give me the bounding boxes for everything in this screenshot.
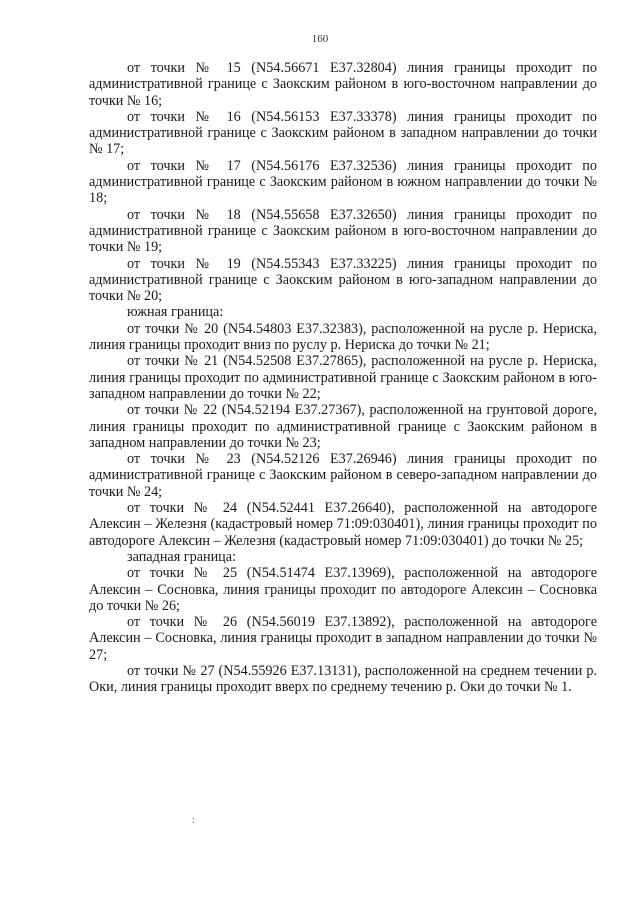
paragraph-point-16: от точки № 16 (N54.56153 E37.33378) линия границы проходит по административной границе с Заокским районом в западном направлении до точки № 17; [89, 108, 597, 158]
paragraph-point-18: от точки № 18 (N54.55658 E37.32650) линия границы проходит по административной границе с Заокским районом в юго-восточном направлении до точки № 19; [89, 206, 597, 256]
section-heading-west: западная граница: [127, 548, 237, 565]
paragraph-point-24: от точки № 24 (N54.52441 E37.26640), расположенной на автодороге Алексин – Железня (кадастровый номер 71:09:030401), линия границы проходит по автодороге Алексин – Железня (кадастровый номер 71:09:030401) до точки № 25; [89, 500, 597, 549]
paragraph-point-26: от точки № 26 (N54.56019 E37.13892), расположенной на автодороге Алексин – Сосновка, линия границы проходит в западном направлении до точки № 27; [89, 614, 597, 663]
paragraph-point-19: от точки № 19 (N54.55343 E37.33225) линия границы проходит по административной границе с Заокским районом в юго-западном направлении до точки № 20; [89, 255, 597, 305]
paragraph-point-17: от точки № 17 (N54.56176 E37.32536) линия границы проходит по административной границе с Заокским районом в южном направлении до точки № 18; [89, 157, 597, 207]
section-heading-south: южная граница: [127, 304, 224, 321]
paragraph-point-23: от точки № 23 (N54.52126 E37.26946) линия границы проходит по административной границе с Заокским районом в северо-западном направлении до точки № 24; [89, 451, 597, 500]
document-body [89, 60, 597, 696]
paragraph-point-27: от точки № 27 (N54.55926 E37.13131), расположенной на среднем течении р. Оки, линия границы проходит вверх по среднему течению р. Оки до точки № 1. [89, 662, 597, 696]
paragraph-point-21: от точки № 21 (N54.52508 E37.27865), расположенной на русле р. Нериска, линия границы проходит по административной границе с Заокским районом в юго-западном направлении до точки № 22; [89, 353, 597, 402]
paragraph-point-22: от точки № 22 (N54.52194 E37.27367), расположенной на грунтовой дороге, линия границы проходит по административной границе с Заокским районом в западном направлении до точки № 23; [89, 402, 597, 451]
scan-speck: : [192, 815, 195, 826]
paragraph-point-15: от точки № 15 (N54.56671 E37.32804) линия границы проходит по административной границе с Заокским районом в юго-восточном направлении до точки № 16; [89, 60, 597, 109]
paragraph-point-25: от точки № 25 (N54.51474 E37.13969), расположенной на автодороге Алексин – Сосновка, линия границы проходит по автодороге Алексин – Сосновка до точки № 26; [89, 565, 597, 614]
paragraph-point-20: от точки № 20 (N54.54803 E37.32383), расположенной на русле р. Нериска, линия границы проходит вниз по руслу р. Нериска до точки № 21; [89, 320, 597, 354]
page-number: 160 [311, 33, 329, 45]
